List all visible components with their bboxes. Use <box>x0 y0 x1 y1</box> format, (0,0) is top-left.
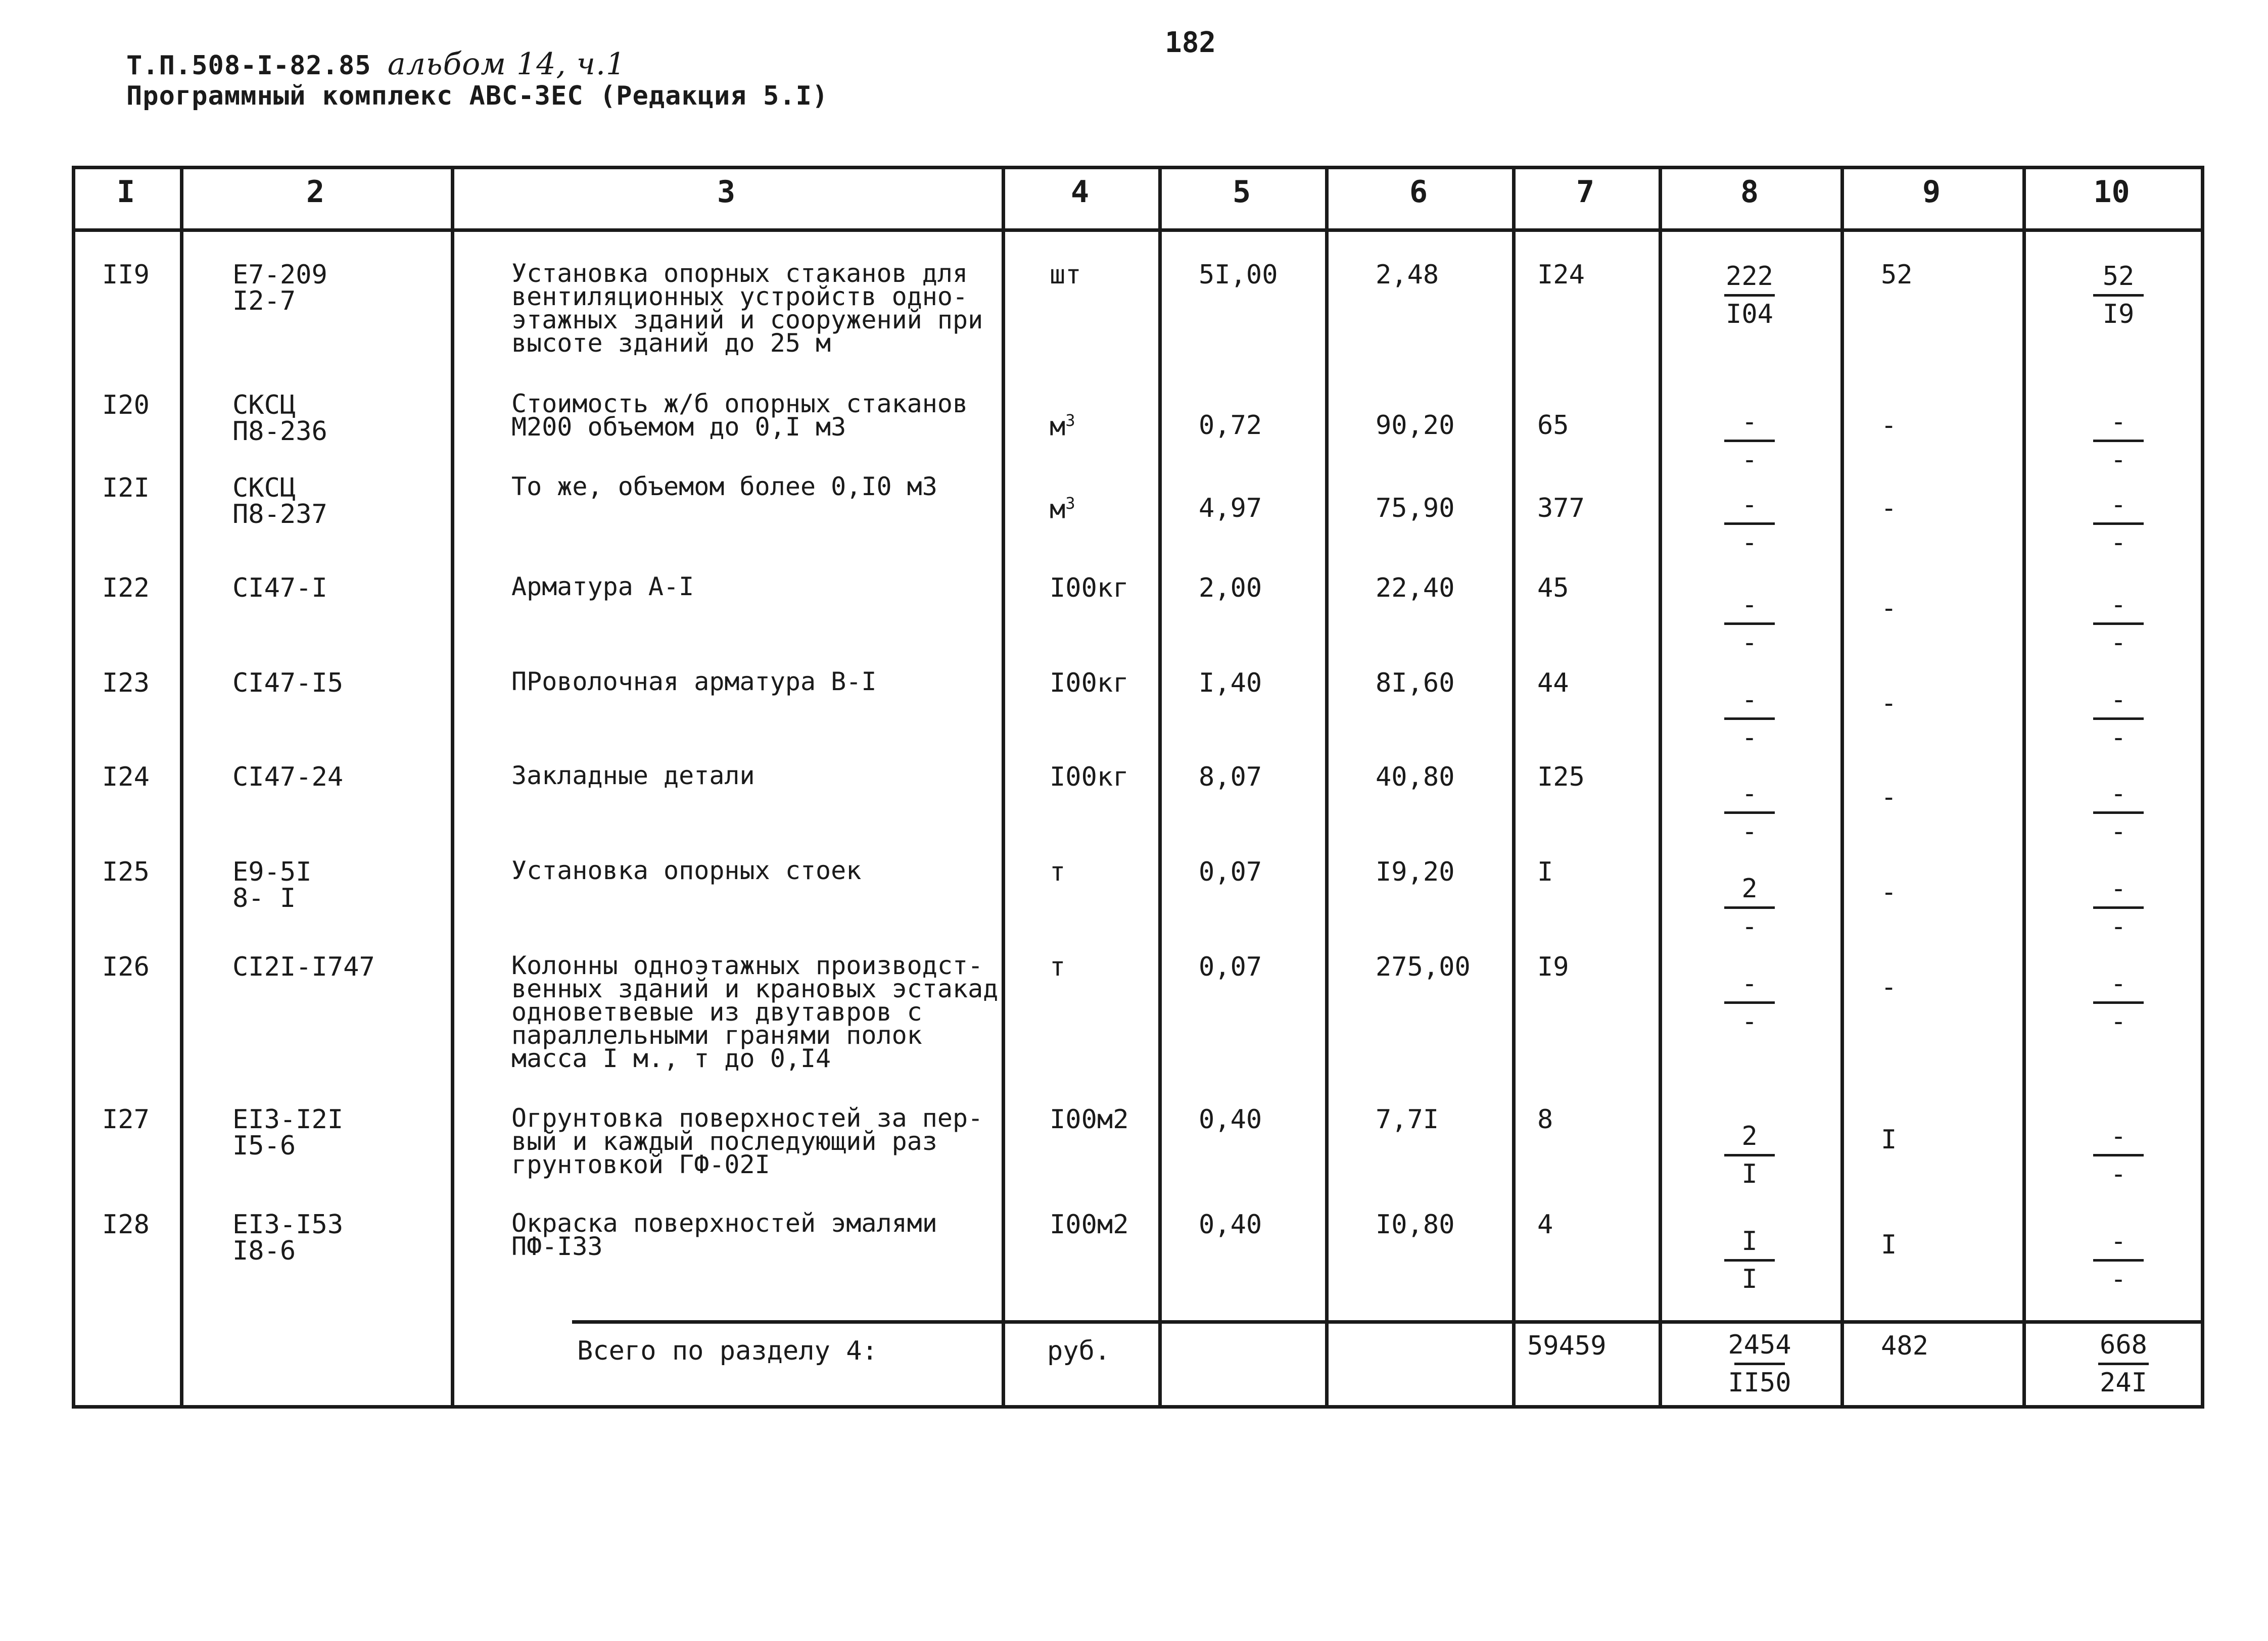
column-divider <box>1512 166 1516 1409</box>
column-10-value <box>2083 969 2154 1036</box>
column-header-8: 8 <box>1740 174 1759 210</box>
column-8-value-numerator: 222 <box>1726 261 1773 292</box>
column-10-value-numerator: - <box>2110 490 2127 520</box>
column-8-value <box>1714 685 1785 752</box>
column-divider <box>1158 166 1162 1409</box>
column-8-value <box>1714 874 1785 941</box>
column-8-value-numerator: 2 <box>1741 1121 1758 1151</box>
quantity: 8,07 <box>1199 762 1262 792</box>
total-cost: I <box>1537 857 1553 887</box>
column-10-value-fraction-bar <box>2093 906 2144 909</box>
unit: т <box>1050 857 1066 887</box>
doc-code-text: Т.П.508-I-82.85 <box>126 51 371 81</box>
column-8-value <box>1714 969 1785 1036</box>
norm-code: СКСЦ П8-236 <box>232 390 327 447</box>
row-number: I26 <box>102 952 150 982</box>
quantity: I,40 <box>1199 668 1262 698</box>
handwritten-note: альбом 14, ч.1 <box>387 46 626 82</box>
section-total-column-8 <box>1724 1330 1795 1397</box>
column-9-value: - <box>1881 593 1897 623</box>
column-9-value: - <box>1881 410 1897 441</box>
column-8-value-denominator: - <box>1741 911 1758 942</box>
work-description: Огрунтовка поверхностей за пер- вый и каждый последующий раз грунтовкой ГФ-02I <box>511 1103 983 1179</box>
column-10-value <box>2083 590 2154 657</box>
column-8-value-denominator: - <box>1741 1006 1758 1037</box>
column-10-value-denominator: - <box>2110 722 2127 753</box>
column-10-value-numerator: - <box>2110 590 2127 620</box>
unit-price: 40,80 <box>1376 762 1455 792</box>
section-total-column-10-fraction-bar <box>2098 1363 2149 1365</box>
row-number: I2I <box>102 473 150 503</box>
work-description: Стоимость ж/б опорных стаканов М200 объемом до 0,I м3 <box>511 389 968 442</box>
column-8-value-denominator: - <box>1741 816 1758 847</box>
header-divider <box>72 228 2204 232</box>
column-8-value-fraction-bar <box>1724 1154 1775 1156</box>
column-10-value-denominator: - <box>2110 1264 2127 1294</box>
unit-price: 90,20 <box>1376 410 1455 441</box>
unit: I00кг <box>1050 668 1129 698</box>
column-8-value <box>1714 407 1785 474</box>
column-9-value: I <box>1881 1230 1897 1260</box>
page-number: 182 <box>1165 26 1216 59</box>
work-description: ПРоволочная арматура В-I <box>511 667 877 696</box>
column-10-value-numerator: - <box>2110 969 2127 999</box>
unit: I00кг <box>1050 573 1129 603</box>
column-9-value: - <box>1881 782 1897 812</box>
work-description: То же, объемом более 0,I0 м3 <box>511 472 937 501</box>
column-8-value <box>1714 1122 1785 1189</box>
column-header-3: 3 <box>717 174 736 210</box>
column-header-2: 2 <box>306 174 325 210</box>
column-10-value-denominator: - <box>2110 911 2127 942</box>
total-cost: 377 <box>1537 493 1585 523</box>
column-10-value-numerator: - <box>2110 1121 2127 1151</box>
column-header-9: 9 <box>1922 174 1941 210</box>
column-9-value: - <box>1881 493 1897 523</box>
column-divider <box>1659 166 1662 1409</box>
column-divider <box>72 166 75 1409</box>
unit-price: I0,80 <box>1376 1210 1455 1240</box>
column-header-1: I <box>116 174 135 210</box>
column-8-value-numerator: - <box>1741 490 1758 520</box>
column-10-value-fraction-bar <box>2093 522 2144 525</box>
column-8-value-numerator: - <box>1741 969 1758 999</box>
quantity: 0,40 <box>1199 1104 1262 1135</box>
row-number: I28 <box>102 1210 150 1240</box>
section-total-column-10-denominator: 24I <box>2100 1368 2147 1398</box>
column-10-value-numerator: - <box>2110 407 2127 437</box>
column-8-value-numerator: - <box>1741 590 1758 620</box>
column-8-value-denominator: - <box>1741 445 1758 475</box>
unit: т <box>1050 952 1066 982</box>
doc-code <box>126 46 626 82</box>
column-8-value-fraction-bar <box>1724 522 1775 525</box>
column-10-value <box>2083 1122 2154 1189</box>
column-8-value-denominator: I04 <box>1726 299 1773 329</box>
column-9-value: - <box>1881 877 1897 907</box>
column-10-value-fraction-bar <box>2093 1001 2144 1004</box>
quantity: 2,00 <box>1199 573 1262 603</box>
column-8-value-denominator: I <box>1741 1159 1758 1189</box>
column-8-value-denominator: - <box>1741 527 1758 558</box>
column-10-value-denominator: I9 <box>2102 299 2135 329</box>
norm-code: Е9-5I 8- I <box>232 857 312 913</box>
quantity: 0,07 <box>1199 952 1262 982</box>
unit: I00м2 <box>1050 1210 1129 1240</box>
column-8-value-numerator: - <box>1741 407 1758 437</box>
column-header-5: 5 <box>1232 174 1251 210</box>
section-total-column-10 <box>2088 1330 2159 1397</box>
column-9-value: 52 <box>1881 260 1913 290</box>
total-cost: I25 <box>1537 762 1585 792</box>
column-header-4: 4 <box>1070 174 1090 210</box>
norm-code: СI47-24 <box>232 762 344 792</box>
column-10-value <box>2083 262 2154 329</box>
work-description: Колонны одноэтажных производст- венных зданий и крановых эстакад одноветвевые из двутавров с параллельными гранями полок масса I м., т до 0,I4 <box>511 951 999 1073</box>
unit-price: 75,90 <box>1376 493 1455 523</box>
work-description: Окраска поверхностей эмалями ПФ-I33 <box>511 1209 937 1261</box>
estimate-table <box>72 166 2204 1409</box>
column-header-6: 6 <box>1409 174 1428 210</box>
total-cost: I24 <box>1537 260 1585 290</box>
column-10-value-numerator: 52 <box>2102 261 2135 292</box>
unit: шт <box>1050 260 1081 290</box>
unit: I00кг <box>1050 762 1129 792</box>
unit-price: I9,20 <box>1376 857 1455 887</box>
column-8-value-denominator: I <box>1741 1264 1758 1294</box>
column-8-value <box>1714 1227 1785 1294</box>
program-title: Программный комплекс АВС-ЗЕС (Редакция 5.I) <box>126 81 829 111</box>
column-8-value-fraction-bar <box>1724 1259 1775 1262</box>
unit: $м^3$ <box>1050 411 1075 442</box>
row-number: I24 <box>102 762 150 792</box>
column-10-value-fraction-bar <box>2093 294 2144 297</box>
table-top-border <box>72 166 2204 169</box>
column-9-value: - <box>1881 688 1897 718</box>
column-8-value-numerator: 2 <box>1741 874 1758 904</box>
section-total-label: Всего по разделу 4: <box>577 1336 878 1366</box>
column-8-value-fraction-bar <box>1724 622 1775 625</box>
column-10-value-denominator: - <box>2110 628 2127 658</box>
total-cost: 4 <box>1537 1210 1553 1240</box>
column-8-value <box>1714 262 1785 329</box>
column-10-value <box>2083 874 2154 941</box>
column-divider <box>180 166 183 1409</box>
column-10-value <box>2083 779 2154 846</box>
row-number: I22 <box>102 573 150 603</box>
norm-code: ЕI3-I2I I5-6 <box>232 1104 344 1161</box>
quantity: 0,07 <box>1199 857 1262 887</box>
work-description: Установка опорных стоек <box>511 856 862 885</box>
total-cost: 8 <box>1537 1104 1553 1135</box>
column-10-value-numerator: - <box>2110 685 2127 715</box>
column-8-value-numerator: - <box>1741 779 1758 809</box>
column-divider <box>2022 166 2026 1409</box>
column-10-value <box>2083 1227 2154 1294</box>
column-divider <box>2201 166 2204 1409</box>
column-8-value-fraction-bar <box>1724 294 1775 297</box>
column-8-value <box>1714 490 1785 557</box>
column-10-value <box>2083 490 2154 557</box>
column-divider <box>1002 166 1005 1409</box>
unit: $м^3$ <box>1050 494 1075 525</box>
column-8-value-fraction-bar <box>1724 906 1775 909</box>
section-total-column-9: 482 <box>1881 1331 1928 1361</box>
column-10-value-fraction-bar <box>2093 440 2144 442</box>
column-8-value <box>1714 779 1785 846</box>
total-cost: 45 <box>1537 573 1569 603</box>
section-total-cost: 59459 <box>1527 1331 1606 1361</box>
column-10-value-numerator: - <box>2110 874 2127 904</box>
column-10-value-numerator: - <box>2110 1226 2127 1257</box>
norm-code: СI2I-I747 <box>232 952 375 982</box>
column-header-7: 7 <box>1576 174 1595 210</box>
column-10-value-fraction-bar <box>2093 1154 2144 1156</box>
section-total-unit: руб. <box>1047 1336 1111 1366</box>
column-8-value-fraction-bar <box>1724 1001 1775 1004</box>
column-9-value: - <box>1881 972 1897 1002</box>
column-10-value-denominator: - <box>2110 445 2127 475</box>
column-10-value-fraction-bar <box>2093 811 2144 814</box>
total-cost: 65 <box>1537 410 1569 441</box>
column-8-value-numerator: I <box>1741 1226 1758 1257</box>
quantity: 0,40 <box>1199 1210 1262 1240</box>
total-cost: 44 <box>1537 668 1569 698</box>
work-description: Установка опорных стаканов для вентиляционных устройств одно- этажных зданий и сооружений при высоте зданий до 25 м <box>511 259 983 358</box>
column-8-value-numerator: - <box>1741 685 1758 715</box>
column-9-value: I <box>1881 1125 1897 1155</box>
table-bottom-border <box>72 1405 2204 1409</box>
column-10-value-fraction-bar <box>2093 622 2144 625</box>
section-total-column-10-numerator: 668 <box>2100 1330 2147 1360</box>
total-divider <box>572 1320 2204 1324</box>
column-divider <box>451 166 454 1409</box>
column-10-value <box>2083 685 2154 752</box>
total-cost: I9 <box>1537 952 1569 982</box>
norm-code: ЕI3-I53 I8-6 <box>232 1210 344 1266</box>
column-8-value-fraction-bar <box>1724 440 1775 442</box>
column-8-value-fraction-bar <box>1724 717 1775 720</box>
column-10-value-denominator: - <box>2110 1159 2127 1189</box>
column-10-value <box>2083 407 2154 474</box>
column-10-value-numerator: - <box>2110 779 2127 809</box>
row-number: II9 <box>102 260 150 290</box>
column-8-value-fraction-bar <box>1724 811 1775 814</box>
column-8-value-denominator: - <box>1741 722 1758 753</box>
section-total-column-8-denominator: II50 <box>1728 1368 1791 1398</box>
quantity: 4,97 <box>1199 493 1262 523</box>
work-description: Закладные детали <box>511 761 755 790</box>
norm-code: Е7-209 I2-7 <box>232 260 327 316</box>
row-number: I25 <box>102 857 150 887</box>
column-10-value-denominator: - <box>2110 527 2127 558</box>
norm-code: СI47-I5 <box>232 668 344 698</box>
unit-price: 7,7I <box>1376 1104 1439 1135</box>
column-10-value-denominator: - <box>2110 816 2127 847</box>
norm-code: СКСЦ П8-237 <box>232 473 327 529</box>
unit: I00м2 <box>1050 1104 1129 1135</box>
column-divider <box>1325 166 1329 1409</box>
row-number: I23 <box>102 668 150 698</box>
section-total-column-8-fraction-bar <box>1734 1363 1785 1365</box>
unit-price: 2,48 <box>1376 260 1439 290</box>
unit-price: 22,40 <box>1376 573 1455 603</box>
quantity: 0,72 <box>1199 410 1262 441</box>
norm-code: СI47-I <box>232 573 327 603</box>
section-total-column-8-numerator: 2454 <box>1728 1330 1791 1360</box>
row-number: I20 <box>102 390 150 420</box>
unit-price: 275,00 <box>1376 952 1471 982</box>
quantity: 5I,00 <box>1199 260 1278 290</box>
unit-superscript: 3 <box>1065 494 1075 513</box>
unit-superscript: 3 <box>1065 411 1075 430</box>
column-8-value-denominator: - <box>1741 628 1758 658</box>
row-number: I27 <box>102 1104 150 1135</box>
column-divider <box>1840 166 1844 1409</box>
column-10-value-fraction-bar <box>2093 717 2144 720</box>
column-8-value <box>1714 590 1785 657</box>
unit-price: 8I,60 <box>1376 668 1455 698</box>
column-10-value-denominator: - <box>2110 1006 2127 1037</box>
column-10-value-fraction-bar <box>2093 1259 2144 1262</box>
column-header-10: 10 <box>2093 174 2130 210</box>
work-description: Арматура А-I <box>511 572 694 601</box>
